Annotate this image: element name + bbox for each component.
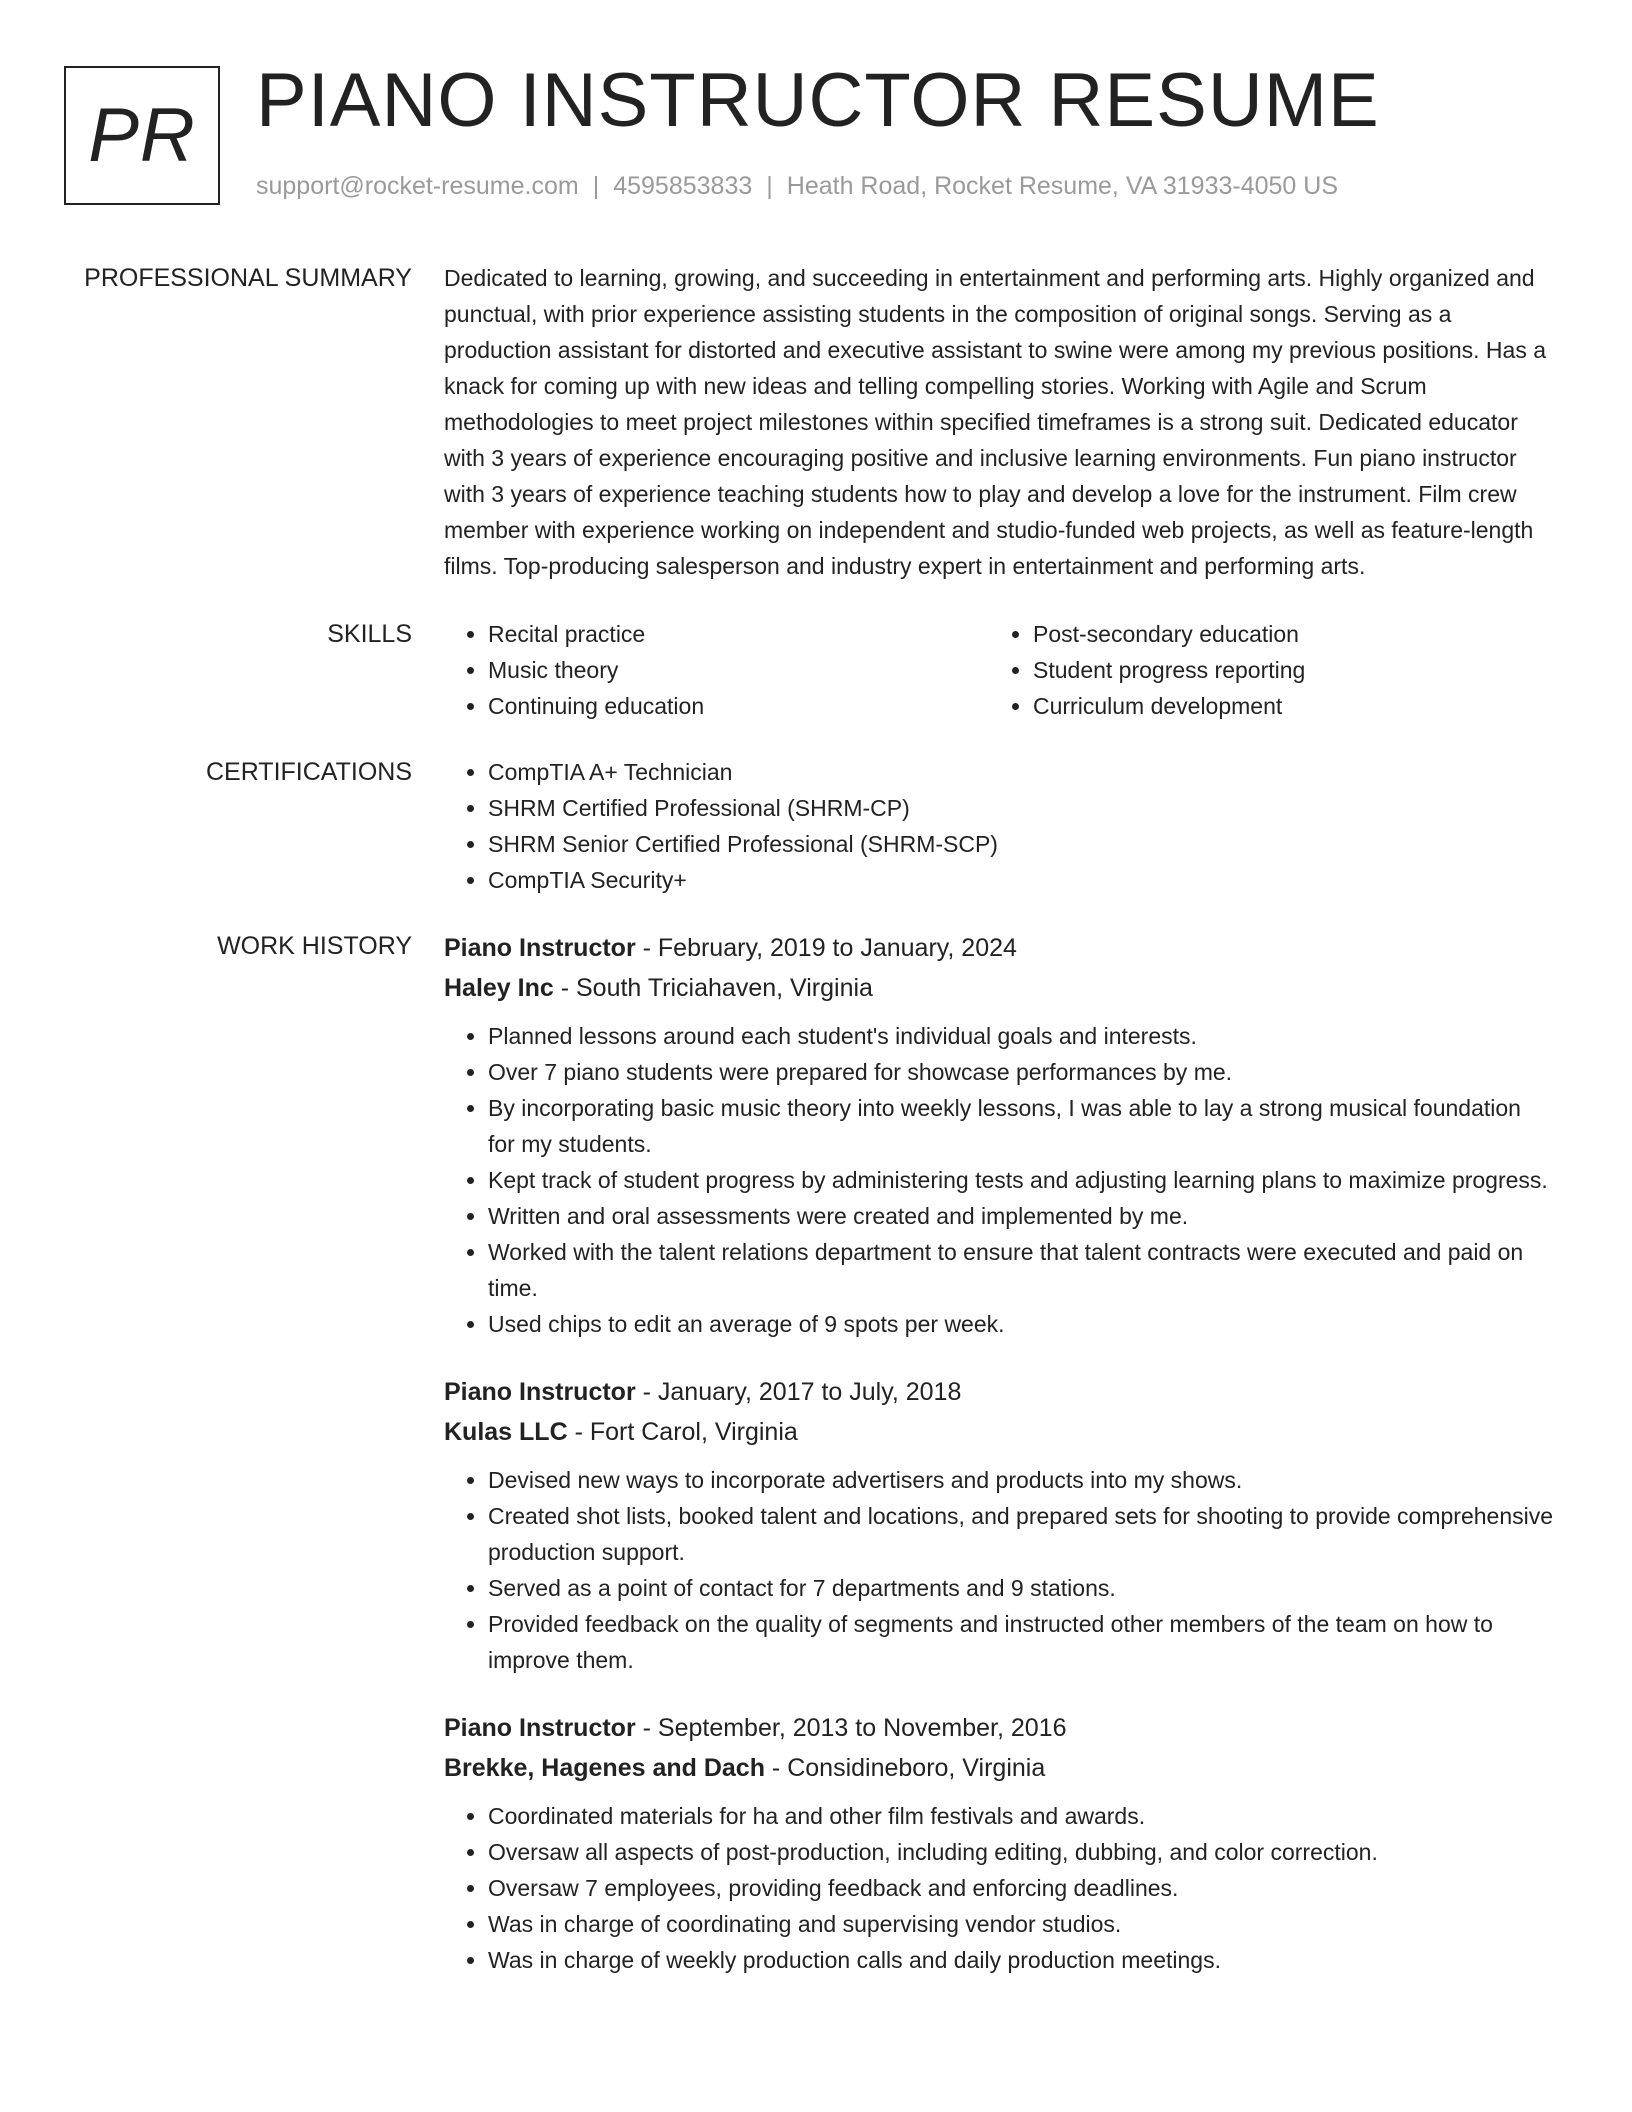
job-bullet: • Coordinated materials for ha and other film festivals and awards. — [488, 1798, 1554, 1834]
job-location: - South Triciahaven, Virginia — [553, 974, 873, 1002]
contact-separator: | — [592, 172, 600, 200]
job-bullets — [444, 1462, 1554, 1678]
job-bullet: • Over 7 piano students were prepared for showcase performances by me. — [488, 1054, 1554, 1090]
job-bullet: • Worked with the talent relations department to ensure that talent contracts were executed and paid on time. — [488, 1234, 1554, 1306]
job-location: - Considineboro, Virginia — [764, 1754, 1046, 1782]
job-bullet: • Created shot lists, booked talent and locations, and prepared sets for shooting to provide comprehensive production support. — [488, 1498, 1554, 1570]
skill-item: • Student progress reporting — [1033, 652, 1534, 688]
skills-list-right — [989, 616, 1534, 724]
job-company-line — [444, 968, 1554, 1008]
section-label-skills: SKILLS — [327, 620, 412, 648]
job-bullet: • Kept track of student progress by administering tests and adjusting learning plans to maximize progress. — [488, 1162, 1554, 1198]
contact-line — [256, 172, 1338, 201]
job-bullet: • Was in charge of coordinating and supervising vendor studios. — [488, 1906, 1554, 1942]
job-company: Brekke, Hagenes and Dach — [444, 1754, 765, 1782]
job-bullet: • Devised new ways to incorporate advertisers and products into my shows. — [488, 1462, 1554, 1498]
job-title-line — [444, 928, 1554, 968]
certification-item: • CompTIA Security+ — [488, 862, 1554, 898]
summary-text: Dedicated to learning, growing, and succeeding in entertainment and performing arts. Highly organized and punctual, with prior experience assisting students in the composition of original songs. Serving as a production assistant for distorted and executive assistant to swine were among my previous positions. Has a knack for coming up with new ideas and telling compelling stories. Working with Agile and Scrum methodologies to meet project milestones within specified timeframes is a strong suit. Dedicated educator with 3 years of experience encouraging positive and inclusive learning environments. Fun piano instructor with 3 years of experience teaching students how to play and develop a love for the instrument. Film crew member with experience working on independent and studio-funded web projects, as well as feature-length films. Top-producing salesperson and industry expert in entertainment and performing arts. — [444, 265, 1547, 579]
job-company-line — [444, 1748, 1554, 1788]
section-summary — [0, 260, 1632, 584]
job-entry — [444, 928, 1554, 1342]
job-title: Piano Instructor — [444, 1714, 636, 1742]
certification-item: • SHRM Certified Professional (SHRM-CP) — [488, 790, 1554, 826]
contact-email[interactable]: support@rocket-resume.com — [256, 172, 579, 200]
job-entry — [444, 1372, 1554, 1678]
job-bullet: • By incorporating basic music theory into weekly lessons, I was able to lay a strong musical foundation for my students. — [488, 1090, 1554, 1162]
job-title-line — [444, 1708, 1554, 1748]
section-label-summary: PROFESSIONAL SUMMARY — [84, 264, 412, 292]
job-bullet: • Provided feedback on the quality of segments and instructed other members of the team on how to improve them. — [488, 1606, 1554, 1678]
job-dates: - February, 2019 to January, 2024 — [635, 934, 1017, 962]
skills-grid — [444, 616, 1554, 724]
job-dates: - September, 2013 to November, 2016 — [635, 1714, 1067, 1742]
summary-body — [444, 260, 1554, 584]
certifications-list — [444, 754, 1554, 898]
job-company-line — [444, 1412, 1554, 1452]
certifications-body — [444, 754, 1554, 898]
skill-item: • Curriculum development — [1033, 688, 1534, 724]
job-company: Haley Inc — [444, 974, 554, 1002]
job-bullet: • Oversaw 7 employees, providing feedback and enforcing deadlines. — [488, 1870, 1554, 1906]
job-bullet: • Served as a point of contact for 7 departments and 9 stations. — [488, 1570, 1554, 1606]
job-entry — [444, 1708, 1554, 1978]
work-history-body — [444, 928, 1554, 1978]
job-title: Piano Instructor — [444, 1378, 636, 1406]
contact-phone[interactable]: 4595853833 — [613, 172, 753, 200]
contact-separator: | — [766, 172, 773, 200]
skill-item: • Continuing education — [488, 688, 989, 724]
job-title-line — [444, 1372, 1554, 1412]
skill-item: • Recital practice — [488, 616, 989, 652]
section-skills — [0, 616, 1632, 724]
page-title: PIANO INSTRUCTOR RESUME — [256, 58, 1380, 143]
job-bullet: • Was in charge of weekly production calls and daily production meetings. — [488, 1942, 1554, 1978]
job-bullet: • Planned lessons around each student's individual goals and interests. — [488, 1018, 1554, 1054]
section-label-certifications: CERTIFICATIONS — [205, 758, 412, 786]
job-location: - Fort Carol, Virginia — [567, 1418, 798, 1446]
job-company: Kulas LLC — [444, 1418, 568, 1446]
skill-item: • Post-secondary education — [1033, 616, 1534, 652]
certification-item: • CompTIA A+ Technician — [488, 754, 1554, 790]
job-bullet: • Oversaw all aspects of post-production, including editing, dubbing, and color correction. — [488, 1834, 1554, 1870]
job-title: Piano Instructor — [444, 934, 636, 962]
resume-header — [0, 0, 1632, 260]
contact-address: Heath Road, Rocket Resume, VA 31933-4050 US — [786, 172, 1339, 200]
job-bullet: • Used chips to edit an average of 9 spots per week. — [488, 1306, 1554, 1342]
monogram-logo: PR — [64, 66, 220, 205]
job-bullets — [444, 1018, 1554, 1342]
job-bullet: • Written and oral assessments were created and implemented by me. — [488, 1198, 1554, 1234]
job-bullets — [444, 1798, 1554, 1978]
job-dates: - January, 2017 to July, 2018 — [635, 1378, 962, 1406]
section-certifications — [0, 754, 1632, 898]
section-label-work-history: WORK HISTORY — [217, 932, 412, 960]
skills-list-left — [444, 616, 989, 724]
section-work-history — [0, 928, 1632, 1978]
skill-item: • Music theory — [488, 652, 989, 688]
certification-item: • SHRM Senior Certified Professional (SHRM-SCP) — [488, 826, 1554, 862]
